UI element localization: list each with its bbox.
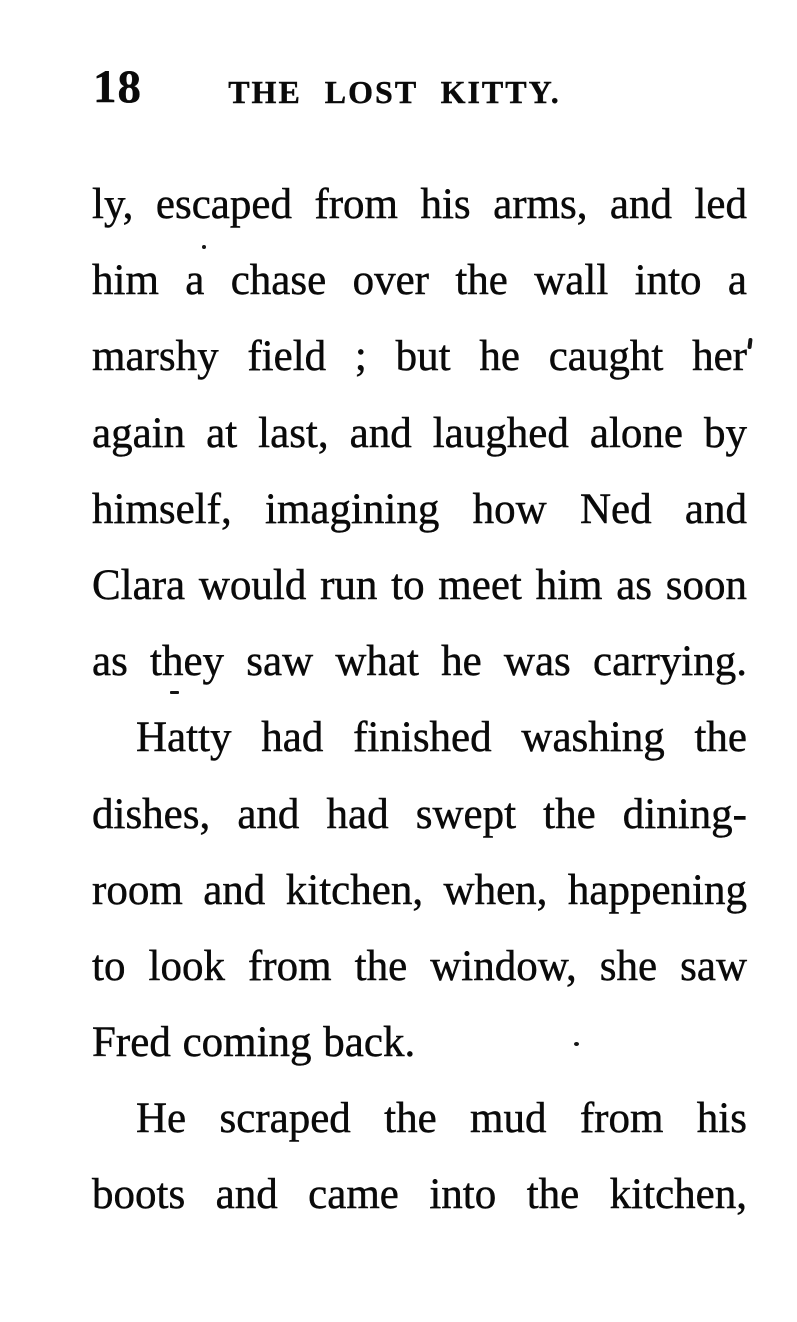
text-line: ly, escaped from his arms, and led: [92, 181, 747, 228]
text-line: as they saw what he was carrying.: [92, 638, 747, 686]
text-line: boots and came into the kitchen,: [92, 1171, 747, 1219]
text-line: again at last, and laughed alone by: [92, 409, 747, 457]
text-line: himself, imagining how Ned and: [92, 485, 747, 533]
ink-speck: [747, 338, 752, 349]
text-line: Clara would run to meet him as soon: [92, 561, 747, 609]
text-line: marshy field ; but he caught her: [92, 333, 747, 381]
text-block: [92, 167, 747, 1234]
ink-speck: [170, 691, 179, 694]
text-line: to look from the window, she saw: [92, 942, 747, 990]
text-line: him a chase over the wall into a: [92, 257, 747, 305]
text-line-paragraph-start: Hatty had finished washing the: [136, 714, 747, 762]
text-line: dishes, and had swept the dining-: [92, 790, 747, 838]
ink-speck: [202, 245, 206, 249]
running-title: THE LOST KITTY.: [228, 74, 561, 110]
page-number: 18: [93, 61, 142, 113]
text-line-paragraph-end: Fred coming back.: [92, 1019, 416, 1067]
ink-speck: [574, 1042, 579, 1046]
text-line: room and kitchen, when, happening: [92, 866, 747, 914]
text-line-paragraph-start: He scraped the mud from his: [136, 1095, 747, 1143]
